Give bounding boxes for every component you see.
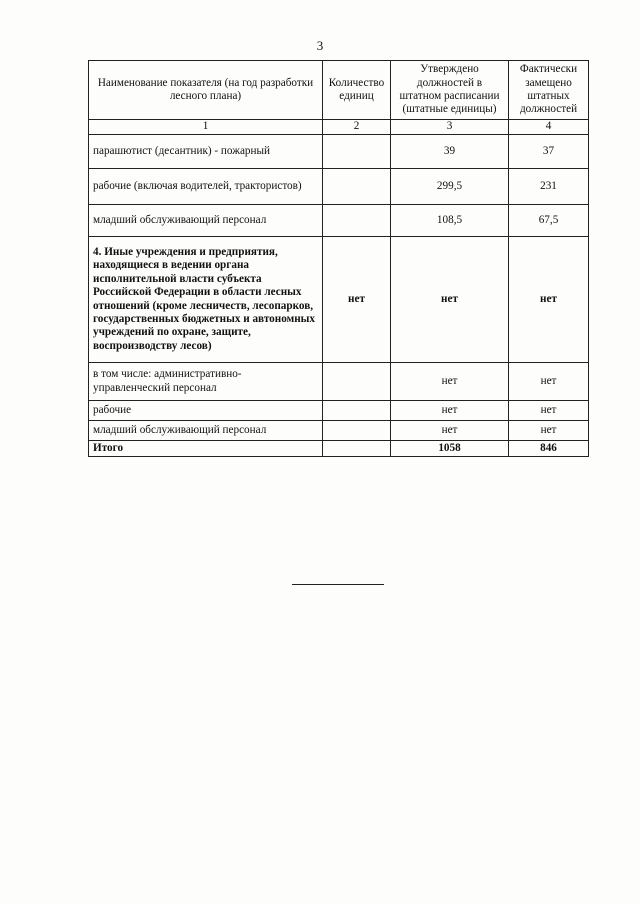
row-name: 4. Иные учреждения и предприятия, находящиеся в ведении органа исполнительной власти субъекта Российской Федерации в области лесных отношений (кроме лесничеств, лесопарков, государственных бюджетных и автономных учреждений по охране, защите, воспроизводству лесов) (89, 237, 323, 363)
column-number-row (89, 120, 589, 135)
table-row-section-4 (89, 237, 589, 363)
row-actual: нет (509, 237, 589, 363)
column-number: 1 (89, 120, 323, 135)
row-count (323, 441, 391, 457)
row-count (323, 169, 391, 205)
row-name: рабочие (89, 401, 323, 421)
row-actual: нет (509, 363, 589, 401)
table-row (89, 363, 589, 401)
column-number: 2 (323, 120, 391, 135)
header-indicator-name: Наименование показателя (на год разработки лесного плана) (89, 61, 323, 120)
row-approved: 299,5 (391, 169, 509, 205)
row-actual: 67,5 (509, 205, 589, 237)
end-divider-line (292, 584, 384, 585)
row-name: парашютист (десантник) - пожарный (89, 135, 323, 169)
row-name: младший обслуживающий персонал (89, 421, 323, 441)
row-actual: 37 (509, 135, 589, 169)
row-count (323, 205, 391, 237)
table-row (89, 169, 589, 205)
row-count (323, 421, 391, 441)
row-approved: 108,5 (391, 205, 509, 237)
row-approved: нет (391, 401, 509, 421)
table-row (89, 421, 589, 441)
header-actual-positions: Фактически замещено штатных должностей (509, 61, 589, 120)
table-row-total (89, 441, 589, 457)
row-name: рабочие (включая водителей, трактористов) (89, 169, 323, 205)
row-actual: 846 (509, 441, 589, 457)
row-approved: 1058 (391, 441, 509, 457)
table-row (89, 401, 589, 421)
row-count (323, 401, 391, 421)
row-count (323, 135, 391, 169)
column-number: 4 (509, 120, 589, 135)
row-approved: 39 (391, 135, 509, 169)
staffing-table (88, 60, 589, 457)
row-count (323, 363, 391, 401)
row-name: младший обслуживающий персонал (89, 205, 323, 237)
column-number: 3 (391, 120, 509, 135)
row-name: Итого (89, 441, 323, 457)
header-units-count: Количество единиц (323, 61, 391, 120)
table-header-row (89, 61, 589, 120)
page-number: 3 (316, 38, 324, 53)
row-actual: нет (509, 421, 589, 441)
row-actual: 231 (509, 169, 589, 205)
table-row (89, 205, 589, 237)
row-approved: нет (391, 421, 509, 441)
row-approved: нет (391, 363, 509, 401)
row-count: нет (323, 237, 391, 363)
header-approved-positions: Утверждено должностей в штатном расписании (штатные единицы) (391, 61, 509, 120)
row-approved: нет (391, 237, 509, 363)
row-actual: нет (509, 401, 589, 421)
row-name: в том числе: административно-управленческий персонал (89, 363, 323, 401)
table-row (89, 135, 589, 169)
